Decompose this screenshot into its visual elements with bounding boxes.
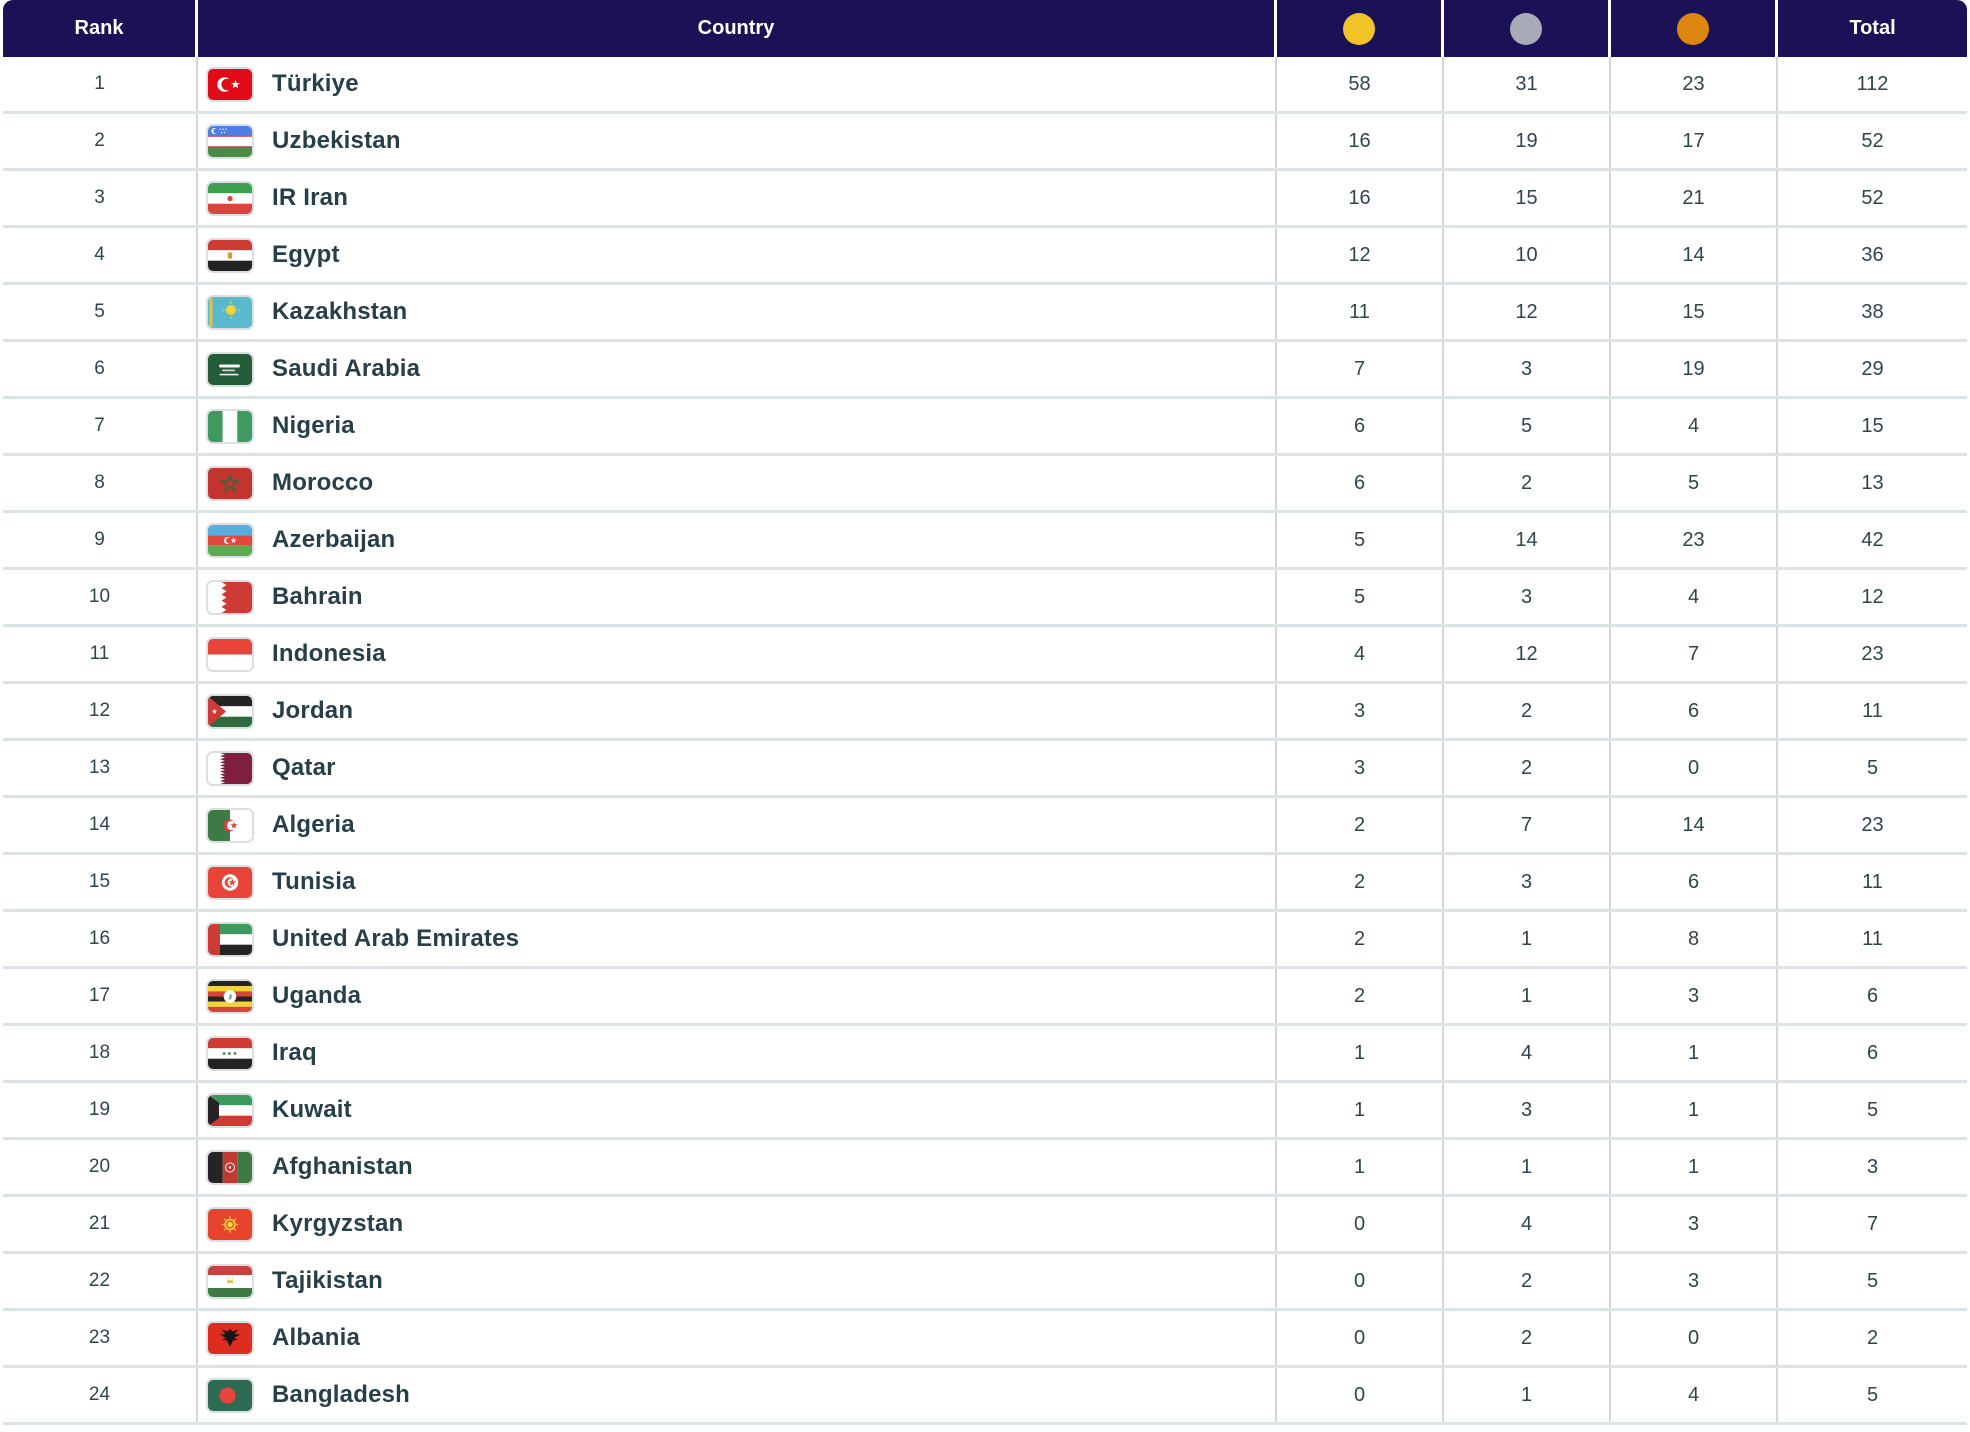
country-name: United Arab Emirates [272, 925, 520, 952]
table-row[interactable] [3, 1311, 1967, 1368]
country-cell [198, 912, 1277, 966]
flag-uganda-icon [206, 979, 254, 1014]
bronze-count: 14 [1611, 798, 1778, 852]
silver-count: 12 [1444, 627, 1611, 681]
country-name: Egypt [272, 241, 340, 268]
table-row[interactable] [3, 969, 1967, 1026]
flag-turkiye-icon [206, 67, 254, 102]
gold-count: 0 [1277, 1368, 1444, 1422]
table-row[interactable] [3, 171, 1967, 228]
medal-standings-table [3, 0, 1967, 1432]
rank-cell: 6 [3, 342, 198, 396]
flag-saudi-icon [206, 352, 254, 387]
bronze-count: 1 [1611, 1140, 1778, 1194]
country-name: Algeria [272, 811, 355, 838]
flag-uae-icon [206, 922, 254, 957]
silver-count: 2 [1444, 1254, 1611, 1308]
bronze-count: 5 [1611, 456, 1778, 510]
total-count: 29 [1861, 357, 1884, 380]
flag-iran-icon [206, 181, 254, 216]
bronze-count: 0 [1611, 1311, 1778, 1365]
flag-morocco-icon [206, 466, 254, 501]
bronze-count: 4 [1611, 1368, 1778, 1422]
total-count: 52 [1861, 186, 1884, 209]
table-row[interactable] [3, 741, 1967, 798]
country-header-label: Country [697, 17, 775, 39]
country-name: Uganda [272, 982, 362, 1009]
bronze-count: 8 [1611, 912, 1778, 966]
gold-count: 16 [1277, 114, 1444, 168]
table-row[interactable] [3, 456, 1967, 513]
bronze-count: 1 [1611, 1083, 1778, 1137]
country-name: Afghanistan [272, 1153, 413, 1180]
total-count: 5 [1866, 756, 1879, 779]
table-row[interactable] [3, 627, 1967, 684]
country-name: Qatar [272, 754, 336, 781]
country-cell [198, 684, 1277, 738]
rank-cell: 2 [3, 114, 198, 168]
gold-count: 2 [1277, 855, 1444, 909]
silver-count: 1 [1444, 1368, 1611, 1422]
flag-nigeria-icon [206, 409, 254, 444]
country-cell [198, 1311, 1277, 1365]
bronze-count: 3 [1611, 1197, 1778, 1251]
total-count: 6 [1866, 984, 1879, 1007]
table-row[interactable] [3, 1197, 1967, 1254]
flag-kyrgyzstan-icon [206, 1207, 254, 1242]
table-row[interactable] [3, 855, 1967, 912]
flag-tunisia-icon [206, 865, 254, 900]
gold-count: 0 [1277, 1254, 1444, 1308]
total-count: 52 [1861, 129, 1884, 152]
gold-count: 3 [1277, 684, 1444, 738]
silver-medal-icon [1510, 13, 1542, 45]
rank-cell: 4 [3, 228, 198, 282]
bronze-medal-icon [1677, 13, 1709, 45]
total-count: 11 [1862, 870, 1883, 893]
country-cell [198, 228, 1277, 282]
country-name: Tunisia [272, 868, 356, 895]
silver-count: 3 [1444, 570, 1611, 624]
rank-cell: 21 [3, 1197, 198, 1251]
total-count: 112 [1856, 72, 1889, 95]
total-count: 23 [1861, 642, 1884, 665]
silver-count: 2 [1444, 684, 1611, 738]
country-cell [198, 456, 1277, 510]
country-cell [198, 114, 1277, 168]
silver-count: 5 [1444, 399, 1611, 453]
flag-jordan-icon [206, 694, 254, 729]
bronze-count: 4 [1611, 399, 1778, 453]
total-count: 11 [1862, 699, 1883, 722]
silver-count: 3 [1444, 855, 1611, 909]
rank-cell: 18 [3, 1026, 198, 1080]
flag-bahrain-icon [206, 580, 254, 615]
flag-bangladesh-icon [206, 1378, 254, 1413]
country-cell [198, 1254, 1277, 1308]
rank-cell: 14 [3, 798, 198, 852]
bronze-count: 23 [1611, 513, 1778, 567]
silver-count: 1 [1444, 912, 1611, 966]
country-cell [198, 798, 1277, 852]
rank-cell: 19 [3, 1083, 198, 1137]
gold-count: 4 [1277, 627, 1444, 681]
total-count: 38 [1861, 300, 1884, 323]
country-name: Morocco [272, 469, 374, 496]
bronze-column-header [1611, 0, 1778, 57]
gold-count: 11 [1277, 285, 1444, 339]
total-count: 5 [1866, 1269, 1879, 1292]
country-name: Türkiye [272, 70, 359, 97]
rank-cell: 24 [3, 1368, 198, 1422]
rank-cell: 15 [3, 855, 198, 909]
total-count: 36 [1861, 243, 1884, 266]
bronze-count: 0 [1611, 741, 1778, 795]
gold-count: 16 [1277, 171, 1444, 225]
gold-count: 0 [1277, 1311, 1444, 1365]
gold-count: 58 [1277, 57, 1444, 111]
table-row[interactable] [3, 912, 1967, 969]
rank-cell: 10 [3, 570, 198, 624]
table-row[interactable] [3, 513, 1967, 570]
country-name: Azerbaijan [272, 526, 396, 553]
country-cell [198, 969, 1277, 1023]
total-count: 6 [1866, 1041, 1879, 1064]
flag-afghanistan-icon [206, 1150, 254, 1185]
country-cell [198, 513, 1277, 567]
flag-algeria-icon [206, 808, 254, 843]
rank-cell: 7 [3, 399, 198, 453]
country-name: Kuwait [272, 1096, 352, 1123]
gold-count: 5 [1277, 570, 1444, 624]
bronze-count: 23 [1611, 57, 1778, 111]
table-row[interactable] [3, 342, 1967, 399]
silver-count: 14 [1444, 513, 1611, 567]
rank-cell: 16 [3, 912, 198, 966]
total-header-label: Total [1849, 17, 1896, 39]
flag-albania-icon [206, 1321, 254, 1356]
country-name: Kazakhstan [272, 298, 408, 325]
bronze-count: 6 [1611, 855, 1778, 909]
silver-count: 31 [1444, 57, 1611, 111]
total-column-header [1778, 0, 1967, 57]
gold-count: 1 [1277, 1026, 1444, 1080]
table-row[interactable] [3, 57, 1967, 114]
total-count: 12 [1861, 585, 1884, 608]
silver-count: 10 [1444, 228, 1611, 282]
bronze-count: 19 [1611, 342, 1778, 396]
gold-count: 1 [1277, 1083, 1444, 1137]
table-row[interactable] [3, 399, 1967, 456]
bronze-count: 4 [1611, 570, 1778, 624]
bronze-count: 15 [1611, 285, 1778, 339]
flag-azerbaijan-icon [206, 523, 254, 558]
total-count: 11 [1862, 927, 1883, 950]
country-name: Albania [272, 1324, 361, 1351]
table-row[interactable] [3, 570, 1967, 627]
silver-count: 15 [1444, 171, 1611, 225]
table-row[interactable] [3, 1026, 1967, 1083]
rank-cell: 22 [3, 1254, 198, 1308]
table-row[interactable] [3, 1083, 1967, 1140]
silver-count: 1 [1444, 969, 1611, 1023]
country-name: Kyrgyzstan [272, 1210, 404, 1237]
rank-cell: 9 [3, 513, 198, 567]
rank-cell: 8 [3, 456, 198, 510]
flag-kuwait-icon [206, 1093, 254, 1128]
country-name: Indonesia [272, 640, 386, 667]
flag-uzbekistan-icon [206, 124, 254, 159]
rank-cell: 13 [3, 741, 198, 795]
table-row[interactable] [3, 285, 1967, 342]
gold-medal-icon [1343, 13, 1375, 45]
total-count: 5 [1866, 1098, 1879, 1121]
total-count: 7 [1866, 1212, 1879, 1235]
gold-count: 3 [1277, 741, 1444, 795]
table-row[interactable] [3, 114, 1967, 171]
country-cell [198, 1140, 1277, 1194]
bronze-count: 17 [1611, 114, 1778, 168]
country-name: Bangladesh [272, 1381, 411, 1408]
country-cell [198, 855, 1277, 909]
gold-count: 12 [1277, 228, 1444, 282]
silver-count: 2 [1444, 741, 1611, 795]
country-name: IR Iran [272, 184, 349, 211]
country-name: Bahrain [272, 583, 363, 610]
silver-count: 7 [1444, 798, 1611, 852]
flag-tajikistan-icon [206, 1264, 254, 1299]
country-cell [198, 1083, 1277, 1137]
country-name: Nigeria [272, 412, 355, 439]
country-cell [198, 285, 1277, 339]
flag-indonesia-icon [206, 637, 254, 672]
rank-cell: 12 [3, 684, 198, 738]
country-cell [198, 1026, 1277, 1080]
flag-egypt-icon [206, 238, 254, 273]
gold-count: 6 [1277, 456, 1444, 510]
country-cell [198, 1368, 1277, 1422]
total-count: 13 [1861, 471, 1884, 494]
country-column-header [198, 0, 1277, 57]
country-cell [198, 627, 1277, 681]
silver-count: 19 [1444, 114, 1611, 168]
total-count: 3 [1866, 1155, 1879, 1178]
bronze-count: 14 [1611, 228, 1778, 282]
gold-count: 6 [1277, 399, 1444, 453]
silver-column-header [1444, 0, 1611, 57]
country-name: Jordan [272, 697, 354, 724]
rank-cell: 17 [3, 969, 198, 1023]
table-body [3, 57, 1967, 1432]
total-count: 2 [1866, 1326, 1879, 1349]
silver-count: 4 [1444, 1026, 1611, 1080]
country-cell [198, 399, 1277, 453]
silver-count: 3 [1444, 1083, 1611, 1137]
silver-count: 4 [1444, 1197, 1611, 1251]
table-header-row [3, 0, 1967, 57]
rank-cell: 11 [3, 627, 198, 681]
bronze-count: 6 [1611, 684, 1778, 738]
country-cell [198, 57, 1277, 111]
country-cell [198, 342, 1277, 396]
total-count: 42 [1861, 528, 1884, 551]
total-count: 5 [1866, 1383, 1879, 1406]
flag-kazakhstan-icon [206, 295, 254, 330]
total-count: 23 [1861, 813, 1884, 836]
table-row[interactable] [3, 1254, 1967, 1311]
flag-qatar-icon [206, 751, 254, 786]
bronze-count: 3 [1611, 969, 1778, 1023]
silver-count: 3 [1444, 342, 1611, 396]
rank-header-label: Rank [74, 17, 124, 39]
country-cell [198, 741, 1277, 795]
flag-iraq-icon [206, 1036, 254, 1071]
silver-count: 1 [1444, 1140, 1611, 1194]
gold-count: 7 [1277, 342, 1444, 396]
country-cell [198, 1197, 1277, 1251]
country-name: Iraq [272, 1039, 317, 1066]
gold-count: 2 [1277, 798, 1444, 852]
country-cell [198, 171, 1277, 225]
table-row[interactable] [3, 1140, 1967, 1197]
country-name: Saudi Arabia [272, 355, 421, 382]
rank-cell: 5 [3, 285, 198, 339]
country-cell [198, 570, 1277, 624]
table-row[interactable] [3, 684, 1967, 741]
gold-count: 0 [1277, 1197, 1444, 1251]
bronze-count: 1 [1611, 1026, 1778, 1080]
rank-cell: 1 [3, 57, 198, 111]
silver-count: 12 [1444, 285, 1611, 339]
total-count: 15 [1861, 414, 1884, 437]
partial-next-row [3, 1425, 1967, 1432]
bronze-count: 7 [1611, 627, 1778, 681]
gold-column-header [1277, 0, 1444, 57]
country-name: Uzbekistan [272, 127, 401, 154]
gold-count: 2 [1277, 969, 1444, 1023]
rank-cell: 20 [3, 1140, 198, 1194]
bronze-count: 3 [1611, 1254, 1778, 1308]
gold-count: 1 [1277, 1140, 1444, 1194]
bronze-count: 21 [1611, 171, 1778, 225]
country-name: Tajikistan [272, 1267, 383, 1294]
gold-count: 2 [1277, 912, 1444, 966]
rank-column-header [3, 0, 198, 57]
table-row[interactable] [3, 1368, 1967, 1425]
gold-count: 5 [1277, 513, 1444, 567]
rank-cell: 23 [3, 1311, 198, 1365]
table-row[interactable] [3, 798, 1967, 855]
silver-count: 2 [1444, 1311, 1611, 1365]
rank-cell: 3 [3, 171, 198, 225]
silver-count: 2 [1444, 456, 1611, 510]
table-row[interactable] [3, 228, 1967, 285]
